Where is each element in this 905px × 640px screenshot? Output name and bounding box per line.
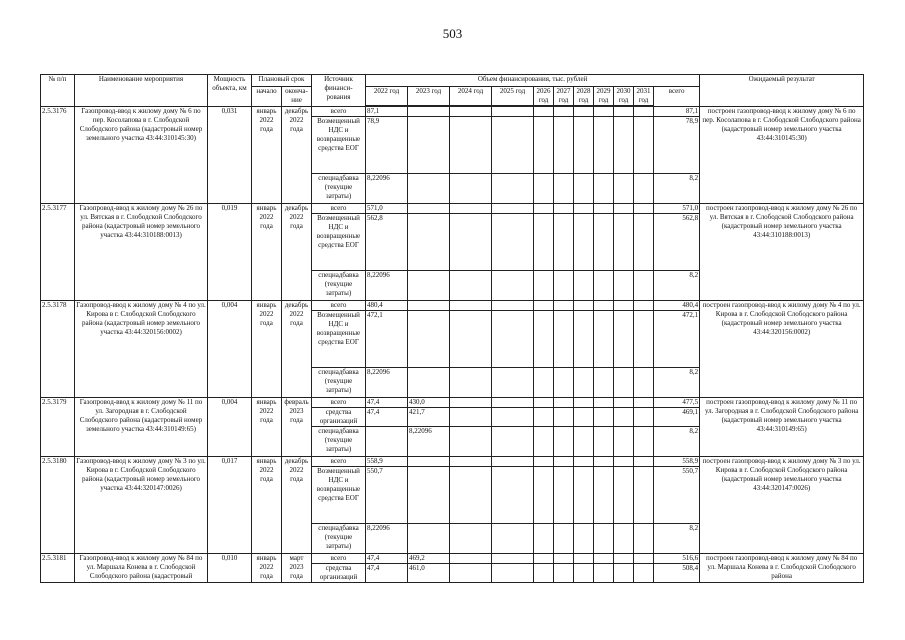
value-empty (450, 107, 492, 117)
value-empty (534, 204, 554, 214)
row-code: 2.5.3181 (41, 554, 75, 583)
value-empty (492, 554, 534, 564)
value-empty (634, 408, 654, 427)
value-empty (594, 427, 614, 457)
value-empty (534, 427, 554, 457)
row-result: построен газопровод-ввод к жилому дому № 6 по пер. Косолапова в г. Слободской Слободского района (кадастровый номер земельного участка 43:44:310145:30) (700, 107, 864, 204)
value-empty (614, 524, 634, 554)
value-total: 8,2 (654, 524, 700, 554)
value-empty (574, 204, 594, 214)
row-code: 2.5.3179 (41, 398, 75, 457)
value-total: 8,2 (654, 174, 700, 204)
row-source: спецнадбавка (текущие затраты) (312, 427, 366, 457)
value-empty (534, 107, 554, 117)
value-empty (554, 214, 574, 271)
value-total: 571,0 (654, 204, 700, 214)
value-2023: 421,7 (408, 408, 450, 427)
row-source: спецнадбавка (текущие затраты) (312, 368, 366, 398)
row-name: Газопровод-ввод к жилому дому № 11 по ул. Загородная в г. Слободской Слободского района (кадастровый номер земельного участка 43:44:310149:65) (75, 398, 208, 457)
value-empty (492, 408, 534, 427)
value-empty (594, 174, 614, 204)
value-empty (594, 301, 614, 311)
row-code: 2.5.3178 (41, 301, 75, 398)
value-empty (534, 524, 554, 554)
value-empty (554, 174, 574, 204)
value-empty (634, 457, 654, 467)
row-capacity: 0,004 (208, 398, 252, 457)
header-source: Источник финанси-рования (312, 75, 366, 107)
value-empty (574, 117, 594, 174)
value-empty (594, 214, 614, 271)
value-empty (594, 524, 614, 554)
value-empty (534, 301, 554, 311)
value-empty (450, 554, 492, 564)
table-body (41, 107, 864, 583)
value-empty (614, 467, 634, 524)
value-empty (492, 311, 534, 368)
value-2022: 8,22096 (366, 174, 408, 204)
value-empty (534, 368, 554, 398)
value-2023 (408, 301, 450, 311)
header-year: 2026 год (534, 87, 554, 106)
row-code: 2.5.3180 (41, 457, 75, 554)
row-name: Газопровод-ввод к жилому дому № 26 по ул. Вятская в г. Слободской Слободского района (кадастровый номер земельного участка 43:44:310188:0013) (75, 204, 208, 301)
value-2023 (408, 457, 450, 467)
row-source: средства организаций (312, 408, 366, 427)
value-2023 (408, 204, 450, 214)
financing-table (40, 74, 864, 583)
value-total: 8,2 (654, 427, 700, 457)
header-end: оконча-ние (282, 87, 312, 107)
table-row (41, 398, 864, 408)
value-2022: 8,22096 (366, 271, 408, 301)
value-2022: 78,9 (366, 117, 408, 174)
value-empty (554, 427, 574, 457)
value-empty (554, 467, 574, 524)
row-capacity: 0,019 (208, 204, 252, 301)
value-empty (614, 107, 634, 117)
value-2023: 8,22096 (408, 427, 450, 457)
row-end: декабрь 2022 года (282, 457, 312, 554)
value-empty (554, 368, 574, 398)
table-row (41, 301, 864, 311)
header-num: № п/п (41, 75, 75, 107)
value-2023: 469,2 (408, 554, 450, 564)
value-empty (534, 564, 554, 583)
value-empty (450, 408, 492, 427)
row-name: Газопровод-ввод к жилому дому № 84 по ул. Маршала Конева в г. Слободской Слободского района (кадастровый (75, 554, 208, 583)
value-empty (574, 174, 594, 204)
value-empty (554, 301, 574, 311)
value-empty (492, 214, 534, 271)
row-code: 2.5.3177 (41, 204, 75, 301)
value-empty (574, 214, 594, 271)
value-2022: 47,4 (366, 564, 408, 583)
value-empty (492, 174, 534, 204)
value-empty (450, 467, 492, 524)
value-empty (554, 107, 574, 117)
value-empty (634, 564, 654, 583)
value-empty (614, 564, 634, 583)
header-result: Ожидаемый результат (700, 75, 864, 107)
value-empty (634, 174, 654, 204)
value-empty (614, 398, 634, 408)
value-empty (534, 311, 554, 368)
table-row (41, 554, 864, 564)
value-empty (450, 311, 492, 368)
value-empty (574, 564, 594, 583)
header-volume: Объем финансирования, тыс. рублей (366, 75, 700, 87)
value-2023 (408, 214, 450, 271)
value-2022 (366, 427, 408, 457)
value-empty (574, 457, 594, 467)
value-empty (554, 554, 574, 564)
value-empty (634, 467, 654, 524)
row-source: всего (312, 107, 366, 117)
value-total: 8,2 (654, 271, 700, 301)
header-year: 2027 год (554, 87, 574, 106)
row-end: март 2023 года (282, 554, 312, 583)
value-empty (634, 204, 654, 214)
value-total: 508,4 (654, 564, 700, 583)
header-year: 2030 год (614, 87, 634, 106)
value-2023 (408, 174, 450, 204)
row-result: построен газопровод-ввод к жилому дому № 84 по ул. Маршала Конева в г. Слободской Слободского района (700, 554, 864, 583)
value-empty (450, 271, 492, 301)
value-2022: 571,0 (366, 204, 408, 214)
value-empty (574, 107, 594, 117)
value-2023 (408, 311, 450, 368)
value-total: 469,1 (654, 408, 700, 427)
value-empty (554, 117, 574, 174)
value-empty (614, 271, 634, 301)
row-name: Газопровод-ввод к жилому дому № 4 по ул. Кирова в г. Слободской Слободского района (кадастровый номер земельного участка 43:44:320156:0002) (75, 301, 208, 398)
value-empty (554, 524, 574, 554)
header-year: 2029 год (594, 87, 614, 106)
value-2023 (408, 271, 450, 301)
row-source: Возмещенный НДС и возвращенные средства ЕОГ (312, 467, 366, 524)
row-result: построен газопровод-ввод к жилому дому № 3 по ул. Кирова в г. Слободской Слободского района (кадастровый номер земельного участка 43:44:320147:0026) (700, 457, 864, 554)
value-empty (534, 467, 554, 524)
value-2022: 480,4 (366, 301, 408, 311)
header-start: начало (252, 87, 282, 107)
row-source: всего (312, 457, 366, 467)
value-empty (594, 467, 614, 524)
value-empty (554, 457, 574, 467)
value-2022: 8,22096 (366, 368, 408, 398)
value-empty (614, 214, 634, 271)
value-total: 480,4 (654, 301, 700, 311)
row-start: январь 2022 года (252, 554, 282, 583)
value-2023 (408, 107, 450, 117)
table-row (41, 204, 864, 214)
value-empty (554, 408, 574, 427)
row-capacity: 0,004 (208, 301, 252, 398)
value-empty (450, 174, 492, 204)
value-empty (492, 301, 534, 311)
value-empty (534, 174, 554, 204)
value-empty (614, 427, 634, 457)
row-result: построен газопровод-ввод к жилому дому № 11 по ул. Загородная в г. Слободской Слободского района (кадастровый номер земельного участка 43:44:310149:65) (700, 398, 864, 457)
row-source: средства организаций (312, 564, 366, 583)
value-empty (634, 311, 654, 368)
row-end: февраль 2023 года (282, 398, 312, 457)
value-empty (574, 524, 594, 554)
value-empty (594, 271, 614, 301)
row-end: декабрь 2022 года (282, 107, 312, 204)
value-empty (634, 398, 654, 408)
value-empty (450, 117, 492, 174)
value-2023 (408, 524, 450, 554)
row-source: спецнадбавка (текущие затраты) (312, 271, 366, 301)
row-start: январь 2022 года (252, 107, 282, 204)
value-2022: 472,1 (366, 311, 408, 368)
value-empty (594, 564, 614, 583)
value-empty (492, 467, 534, 524)
row-start: январь 2022 года (252, 457, 282, 554)
value-empty (594, 311, 614, 368)
table-row (41, 457, 864, 467)
row-start: январь 2022 года (252, 398, 282, 457)
row-end: декабрь 2022 года (282, 204, 312, 301)
value-empty (634, 427, 654, 457)
value-empty (492, 117, 534, 174)
header-year: 2023 год (408, 87, 450, 106)
value-empty (554, 204, 574, 214)
value-2022: 8,22096 (366, 524, 408, 554)
value-empty (554, 311, 574, 368)
value-empty (594, 107, 614, 117)
value-empty (574, 554, 594, 564)
value-empty (554, 271, 574, 301)
header-year: 2028 год (574, 87, 594, 106)
value-2022: 562,8 (366, 214, 408, 271)
table-row (41, 107, 864, 117)
row-start: январь 2022 года (252, 204, 282, 301)
value-empty (574, 427, 594, 457)
value-empty (450, 457, 492, 467)
value-total: 550,7 (654, 467, 700, 524)
value-empty (534, 214, 554, 271)
row-code: 2.5.3176 (41, 107, 75, 204)
row-capacity: 0,010 (208, 554, 252, 583)
value-empty (634, 554, 654, 564)
value-total: 8,2 (654, 368, 700, 398)
header-year: 2031 год (634, 87, 654, 106)
value-2023: 430,0 (408, 398, 450, 408)
row-source: Возмещенный НДС и возвращенные средства ЕОГ (312, 214, 366, 271)
value-2022: 87,1 (366, 107, 408, 117)
value-empty (492, 107, 534, 117)
value-2022: 47,4 (366, 398, 408, 408)
value-total: 558,9 (654, 457, 700, 467)
value-empty (534, 408, 554, 427)
value-empty (594, 204, 614, 214)
row-source: всего (312, 301, 366, 311)
value-2022: 550,7 (366, 467, 408, 524)
value-empty (574, 398, 594, 408)
value-total: 516,6 (654, 554, 700, 564)
header-capacity: Мощность объекта, км (208, 75, 252, 107)
value-empty (574, 368, 594, 398)
value-2022: 558,9 (366, 457, 408, 467)
value-2022: 47,4 (366, 554, 408, 564)
value-total: 477,5 (654, 398, 700, 408)
row-source: спецнадбавка (текущие затраты) (312, 174, 366, 204)
value-total: 562,8 (654, 214, 700, 271)
row-name: Газопровод-ввод к жилому дому № 3 по ул. Кирова в г. Слободской Слободского района (кадастровый номер земельного участка 43:44:320147:0026) (75, 457, 208, 554)
row-source: всего (312, 398, 366, 408)
value-empty (492, 564, 534, 583)
row-source: всего (312, 204, 366, 214)
header-name: Наименование мероприятия (75, 75, 208, 107)
value-empty (574, 271, 594, 301)
value-empty (634, 301, 654, 311)
value-empty (594, 457, 614, 467)
value-empty (634, 271, 654, 301)
value-empty (634, 368, 654, 398)
value-empty (450, 398, 492, 408)
value-2023 (408, 368, 450, 398)
value-empty (450, 564, 492, 583)
value-empty (614, 174, 634, 204)
row-capacity: 0,031 (208, 107, 252, 204)
value-empty (634, 214, 654, 271)
header-period: Плановый срок (252, 75, 312, 87)
value-empty (450, 427, 492, 457)
header-year: 2025 год (492, 87, 534, 106)
value-2023: 461,0 (408, 564, 450, 583)
value-2023 (408, 117, 450, 174)
value-empty (534, 398, 554, 408)
value-empty (614, 554, 634, 564)
value-empty (634, 107, 654, 117)
value-2023 (408, 467, 450, 524)
value-total: 78,9 (654, 117, 700, 174)
value-total: 87,1 (654, 107, 700, 117)
page-number: 503 (442, 26, 463, 41)
value-empty (594, 117, 614, 174)
value-empty (492, 524, 534, 554)
value-empty (534, 457, 554, 467)
header-year: 2022 год (366, 87, 408, 106)
row-capacity: 0,017 (208, 457, 252, 554)
row-result: построен газопровод-ввод к жилому дому № 4 по ул. Кирова в г. Слободской Слободского района (кадастровый номер земельного участка 43:44:320156:0002) (700, 301, 864, 398)
value-empty (450, 214, 492, 271)
header-total: всего (654, 87, 700, 107)
value-total: 472,1 (654, 311, 700, 368)
value-empty (574, 467, 594, 524)
value-empty (634, 117, 654, 174)
value-empty (450, 204, 492, 214)
header-year: 2024 год (450, 87, 492, 106)
value-empty (492, 368, 534, 398)
value-empty (614, 311, 634, 368)
value-empty (594, 368, 614, 398)
value-empty (492, 427, 534, 457)
value-empty (574, 311, 594, 368)
row-start: январь 2022 года (252, 301, 282, 398)
row-source: всего (312, 554, 366, 564)
value-empty (574, 301, 594, 311)
value-empty (534, 554, 554, 564)
row-end: декабрь 2022 года (282, 301, 312, 398)
value-empty (534, 117, 554, 174)
value-empty (450, 368, 492, 398)
value-empty (492, 271, 534, 301)
row-name: Газопровод-ввод к жилому дому № 6 по пер. Косолапова в г. Слободской Слободского района (кадастровый номер земельного участка 43:44:310145:30) (75, 107, 208, 204)
row-source: Возмещенный НДС и возвращенные средства ЕОГ (312, 117, 366, 174)
value-empty (614, 301, 634, 311)
value-2022: 47,4 (366, 408, 408, 427)
value-empty (492, 457, 534, 467)
value-empty (492, 398, 534, 408)
value-empty (574, 408, 594, 427)
row-result: построен газопровод-ввод к жилому дому № 26 по ул. Вятская в г. Слободской Слободского района (кадастровый номер земельного участка 43:44:310188:0013) (700, 204, 864, 301)
row-source: спецнадбавка (текущие затраты) (312, 524, 366, 554)
row-source: Возмещенный НДС и возвращенные средства ЕОГ (312, 311, 366, 368)
value-empty (614, 204, 634, 214)
value-empty (614, 457, 634, 467)
value-empty (614, 408, 634, 427)
value-empty (594, 408, 614, 427)
value-empty (492, 204, 534, 214)
value-empty (614, 117, 634, 174)
value-empty (594, 554, 614, 564)
value-empty (614, 368, 634, 398)
value-empty (554, 398, 574, 408)
value-empty (534, 271, 554, 301)
value-empty (634, 524, 654, 554)
value-empty (554, 564, 574, 583)
value-empty (450, 301, 492, 311)
value-empty (594, 398, 614, 408)
value-empty (450, 524, 492, 554)
